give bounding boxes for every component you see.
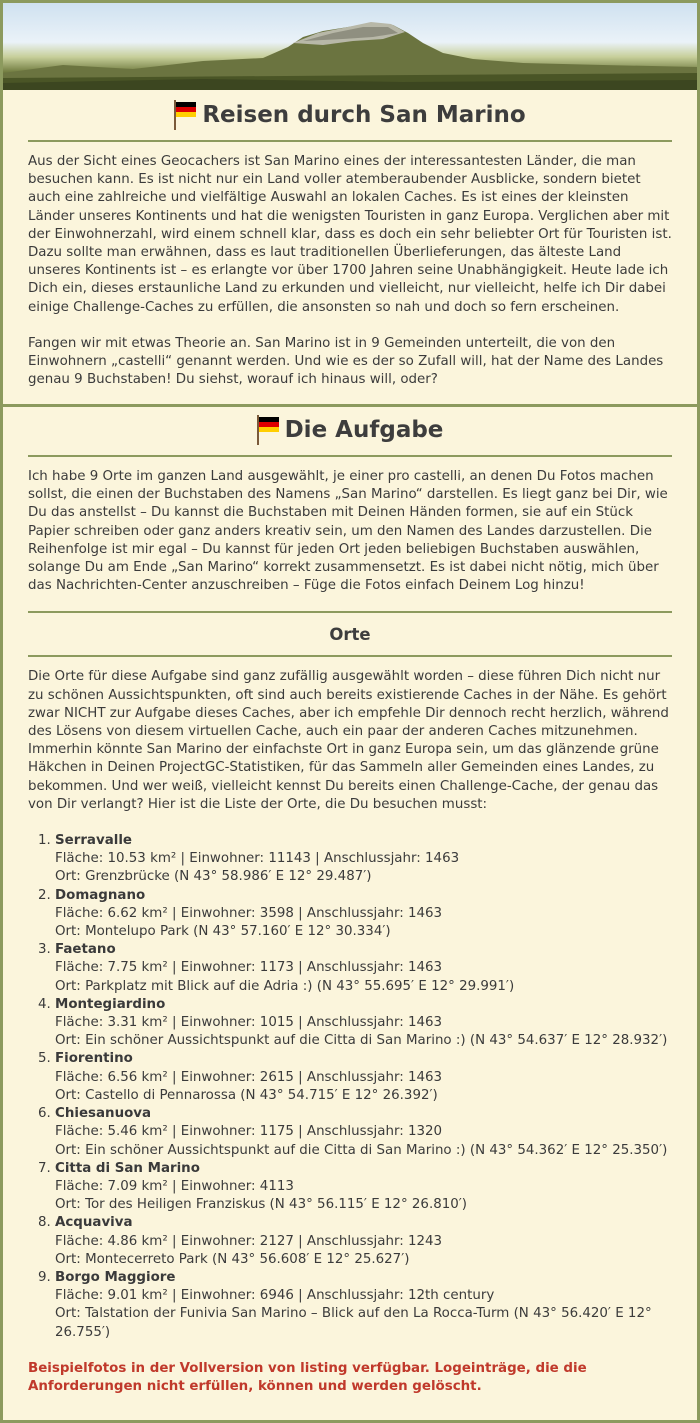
place-location: Ort: Ein schöner Aussichtspunkt auf die Citta di San Marino :) (N 43° 54.362′ E 12° 25.350′) bbox=[55, 1142, 668, 1158]
places-list bbox=[28, 832, 672, 1342]
place-location: Ort: Castello di Pennarossa (N 43° 54.715′ E 12° 26.392′) bbox=[55, 1087, 438, 1103]
place-name: Serravalle bbox=[55, 833, 132, 849]
section-title-text: Reisen durch San Marino bbox=[202, 102, 526, 128]
place-name: Montegiardino bbox=[55, 996, 166, 1012]
list-item bbox=[55, 887, 672, 942]
place-location: Ort: Ein schöner Aussichtspunkt auf die Citta di San Marino :) (N 43° 54.637′ E 12° 28.932′) bbox=[55, 1033, 668, 1049]
place-stats: Fläche: 7.09 km² | Einwohner: 4113 bbox=[55, 1178, 294, 1194]
place-stats: Fläche: 6.62 km² | Einwohner: 3598 | Anschlussjahr: 1463 bbox=[55, 905, 443, 921]
place-stats: Fläche: 6.56 km² | Einwohner: 2615 | Anschlussjahr: 1463 bbox=[55, 1069, 443, 1085]
place-name: Domagnano bbox=[55, 887, 146, 903]
list-item bbox=[55, 1160, 672, 1215]
divider bbox=[28, 140, 672, 142]
german-flag-icon bbox=[257, 415, 279, 445]
place-location: Ort: Talstation der Funivia San Marino – Blick auf den La Rocca-Turm (N 43° 56.420′ E 12° 26.755′) bbox=[55, 1306, 652, 1340]
list-item bbox=[55, 1269, 672, 1342]
place-location: Ort: Tor des Heiligen Franziskus (N 43° 56.115′ E 12° 26.810′) bbox=[55, 1197, 468, 1213]
german-flag-icon bbox=[174, 100, 196, 130]
list-item bbox=[55, 1214, 672, 1269]
list-item bbox=[55, 832, 672, 887]
place-name: Chiesanuova bbox=[55, 1106, 152, 1122]
list-item bbox=[55, 941, 672, 996]
warning-text: Beispielfotos in der Vollversion von listing verfügbar. Logeinträge, die die Anforderungen nicht erfüllen, können und werden gelöscht. bbox=[28, 1360, 587, 1394]
intro-paragraph: Fangen wir mit etwas Theorie an. San Marino ist in 9 Gemeinden unterteilt, die von den Einwohnern „castelli“ genannt werden. Und wie es der so Zufall will, hat der Name des Landes genau 9 Buchstaben! Du siehst, worauf ich hinaus will, oder? bbox=[28, 335, 664, 388]
section-title-text: Die Aufgabe bbox=[284, 417, 444, 443]
task-paragraph: Ich habe 9 Orte im ganzen Land ausgewählt, je einer pro castelli, an denen Du Fotos machen sollst, die einen der Buchstaben des Namens „San Marino“ darstellen. Es liegt ganz bei Dir, wie Du das anstellst – Du kannst die Buchstaben mit Deinen Händen formen, sie auf ein Stück Papier schreiben oder ganz anders kreativ sein, um den Namen des Landes darzustellen. Die Reihenfolge ist mir egal – Du kannst für jeden Ort jeden beliebigen Buchstaben auswählen, solange Du am Ende „San Marino“ korrekt zusammensetzt. Es ist dabei nicht nötig, mich über das Nachrichten-Center anzuschreiben – Füge die Fotos einfach Deinem Log hinzu! bbox=[28, 469, 668, 594]
place-name: Acquaviva bbox=[55, 1215, 133, 1231]
place-location: Ort: Grenzbrücke (N 43° 58.986′ E 12° 29.487′) bbox=[55, 869, 372, 885]
divider bbox=[28, 455, 672, 457]
intro-paragraph: Aus der Sicht eines Geocachers ist San Marino eines der interessantesten Länder, die man besuchen kann. Es ist nicht nur ein Land voller atemberaubender Ausblicke, sondern bietet auch eine zahlreiche und vielfältige Auswahl an lokalen Caches. Es ist eines der kleinsten Länder unseres Kontinents und hat die wenigsten Touristen in ganz Europa. Verglichen aber mit der Einwohnerzahl, wird einem schnell klar, dass es doch ein sehr beliebter Ort für Touristen ist. Dazu sollte man erwähnen, dass es laut traditionellen Überlieferungen, das älteste Land unseres Kontinents ist – es erlangte vor über 1700 Jahren seine Unabhängigkeit. Heute lade ich Dich ein, dieses erstaunliche Land zu erkunden und vielleicht, nur vielleicht, helfe ich Dir dabei einige Challenge-Caches zu erfüllen, die ansonsten so nah und doch so fern erscheinen. bbox=[28, 154, 672, 315]
place-stats: Fläche: 4.86 km² | Einwohner: 2127 | Anschlussjahr: 1243 bbox=[55, 1233, 443, 1249]
orte-paragraph: Die Orte für diese Aufgabe sind ganz zufällig ausgewählt worden – diese führen Dich nicht nur zu schönen Aussichtspunkten, oft sind auch bereits existierende Caches in der Nähe. Es gehört zwar NICHT zur Aufgabe dieses Caches, aber ich empfehle Dir dennoch recht herzlich, während des Lösens von diesem virtuellen Cache, auch ein paar der anderen Caches mitzunehmen. Immerhin könnte San Marino der einfachste Ort in ganz Europa sein, um das glänzende grüne Häkchen in Deinen ProjectGC-Statistiken, für das Sammeln aller Gemeinden eines Landes, zu bekommen. Und wer weiß, vielleicht kennst Du bereits einen Challenge-Cache, der genau das von Dir verlangt? Hier ist die Liste der Orte, die Du besuchen musst: bbox=[28, 669, 669, 812]
place-stats: Fläche: 5.46 km² | Einwohner: 1175 | Anschlussjahr: 1320 bbox=[55, 1124, 443, 1140]
place-name: Faetano bbox=[55, 942, 116, 958]
place-name: Fiorentino bbox=[55, 1051, 133, 1067]
section-title bbox=[3, 98, 697, 132]
intro-card bbox=[3, 3, 697, 404]
place-name: Borgo Maggiore bbox=[55, 1269, 176, 1285]
place-name: Citta di San Marino bbox=[55, 1160, 200, 1176]
task-card bbox=[3, 407, 697, 1420]
section-title bbox=[3, 413, 697, 447]
place-stats: Fläche: 9.01 km² | Einwohner: 6946 | Anschlussjahr: 12th century bbox=[55, 1288, 495, 1304]
place-stats: Fläche: 10.53 km² | Einwohner: 11143 | Anschlussjahr: 1463 bbox=[55, 851, 460, 867]
banner-image bbox=[3, 3, 697, 90]
divider bbox=[28, 611, 672, 613]
list-item bbox=[55, 1105, 672, 1160]
place-location: Ort: Montelupo Park (N 43° 57.160′ E 12° 30.334′) bbox=[55, 924, 391, 940]
orte-heading: Orte bbox=[329, 625, 371, 645]
list-item bbox=[55, 1050, 672, 1105]
place-location: Ort: Montecerreto Park (N 43° 56.608′ E 12° 25.627′) bbox=[55, 1251, 410, 1267]
place-location: Ort: Parkplatz mit Blick auf die Adria :) (N 43° 55.695′ E 12° 29.991′) bbox=[55, 978, 515, 994]
list-item bbox=[55, 996, 672, 1051]
place-stats: Fläche: 7.75 km² | Einwohner: 1173 | Anschlussjahr: 1463 bbox=[55, 960, 443, 976]
place-stats: Fläche: 3.31 km² | Einwohner: 1015 | Anschlussjahr: 1463 bbox=[55, 1015, 443, 1031]
divider bbox=[28, 655, 672, 657]
